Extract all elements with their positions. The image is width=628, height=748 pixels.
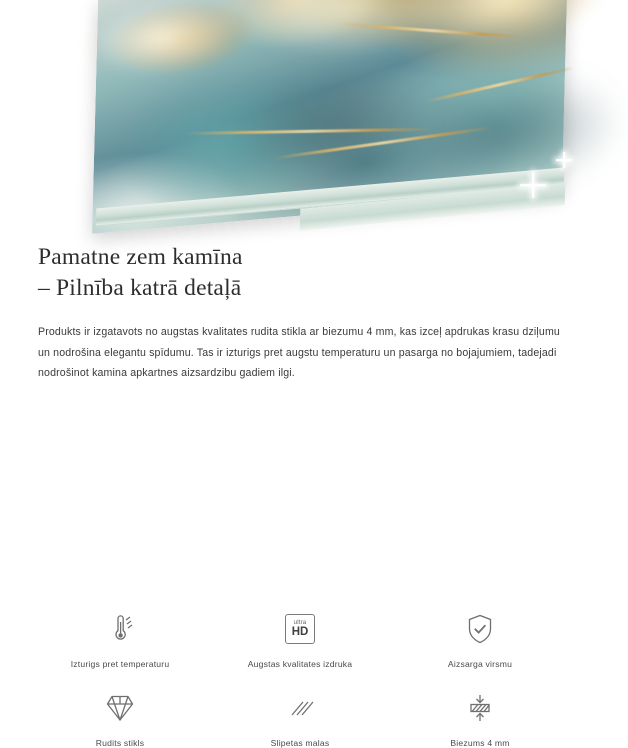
decorative-swirl [396,0,608,52]
thermometer-icon [103,608,137,650]
page-title [38,242,558,304]
ultra-hd-icon [285,608,315,650]
feature-item-temperature [30,608,210,669]
feature-item-print-quality [210,608,390,669]
text-block [0,222,600,384]
decorative-swirl [86,0,238,79]
feature-label: Aizsarga virsmu [447,659,513,669]
ultra-hd-badge-bottom: HD [291,625,309,638]
feature-label: Izturigs pret temperaturu [70,659,170,669]
feature-item-tempered-glass [30,687,210,748]
feature-item-polished-edges [210,687,390,748]
feature-item-thickness [390,687,570,748]
thickness-arrows-icon [463,687,497,729]
diamond-icon [103,687,137,729]
title-line-2: – Pilnība katrā detaļā [38,275,242,302]
feature-grid [0,608,600,748]
description-paragraph: Produkts ir izgatavots no augstas kvalitates rudita stikla ar biezumu 4 mm, kas izceļ apdrukas krasu dziļumu un nodrošina elegantu spīdumu. Tas ir izturigs pret augstu temperaturu un pasarga no bojajumiem, tadejadi nodrošinot kamina apkartnes aizsardzibu gadiem ilgi. [38,326,560,380]
shield-check-icon [463,608,497,650]
feature-item-surface-protection [390,608,570,669]
hero-product-image [0,0,600,222]
ultra-hd-badge-top: ultra [293,619,307,626]
feature-label: Slipetas malas [270,738,330,748]
feature-label: Rudits stikls [95,738,145,748]
feature-label: Augstas kvalitates izdruka [247,659,353,669]
feature-label: Biezums 4 mm [450,738,510,748]
polished-edges-icon [283,687,317,729]
feature-grid-wrapper [0,608,600,748]
title-line-1: Pamatne zem kamīna [38,244,243,270]
